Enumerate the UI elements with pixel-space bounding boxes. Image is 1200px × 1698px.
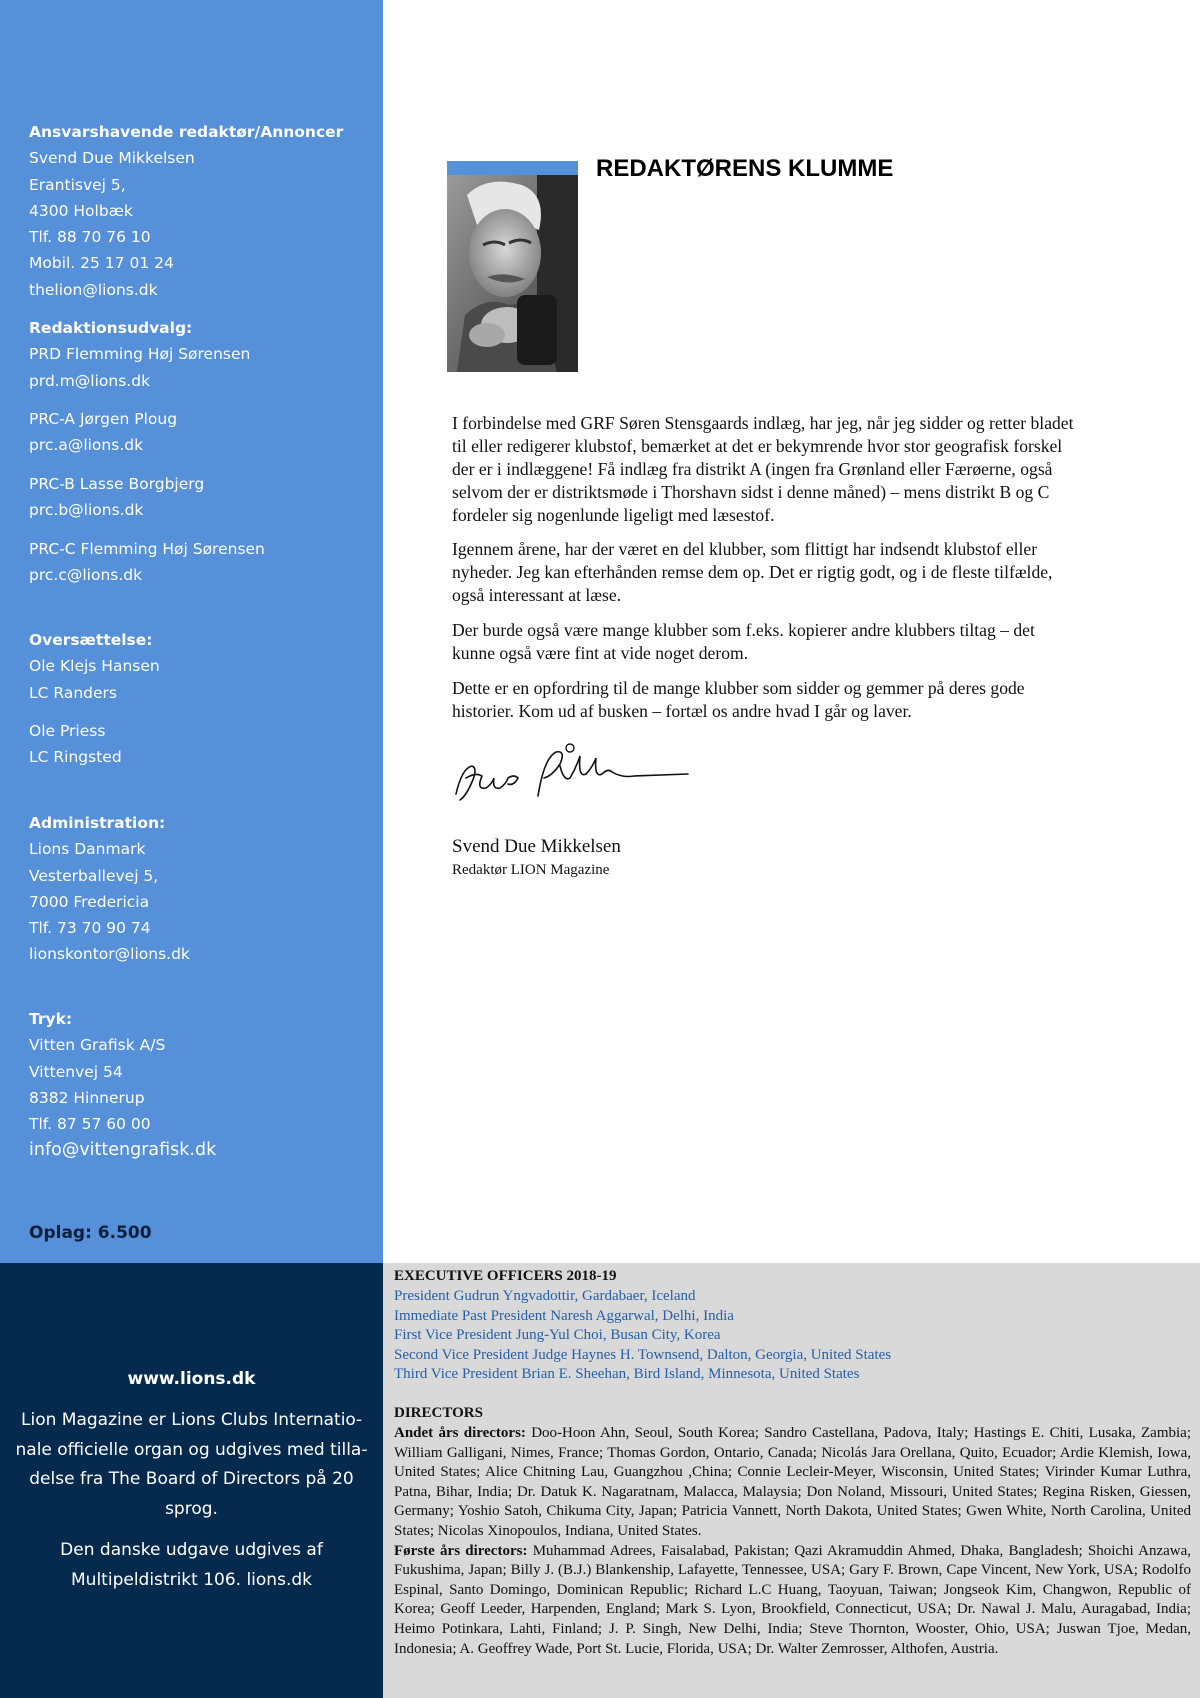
officer-line: Immediate Past President Naresh Aggarwal, Delhi, India [394,1307,734,1324]
administration-heading: Administration: [29,814,166,832]
printer-name: Vitten Grafisk A/S [29,1036,166,1055]
column-paragraph: I forbindelse med GRF Søren Stensgaards indlæg, har jeg, når jeg sidder og retter bladet til eller redigerer klubstof, bemærket at det er bekymrende hvor stor geografisk forskel der er i indlæggene! Få indlæg fra distrikt A (ingen fra Grønland eller Færøerne, også selvom der er distriktsmøde i Thorshavn sidst i denne måned) – mens distrikt B og C fordeler sig nogenlunde ligeligt med læsestof. [452,413,1074,525]
officer-line: Third Vice President Brian E. Sheehan, Bird Island, Minnesota, United States [394,1366,860,1383]
signature-name: Svend Due Mikkelsen [452,836,621,857]
translator-club: LC Ringsted [29,748,122,767]
administration-phone: Tlf. 73 70 90 74 [29,919,151,938]
translator-name: Ole Priess [29,722,106,740]
committee-member-email-link[interactable]: prc.c@lions.dk [29,566,143,585]
danish-edition-statement: Den danske udgave udgives af Multipeldistrikt 106. lions.dk [60,1540,323,1590]
translation-heading: Oversættelse: [29,631,153,649]
editor-email-link[interactable]: thelion@lions.dk [29,280,158,299]
executive-officers-list [394,1287,891,1385]
committee-block [29,315,250,394]
editor-street: Erantisvej 5, [29,175,126,194]
printer-street: Vittenvej 54 [29,1062,123,1081]
editor-contact [29,119,343,303]
committee-block [29,406,177,459]
second-year-directors [394,1424,1191,1542]
column-paragraph: Der burde også være mange klubber som f.eks. kopierer andre klubbers tiltag – det kunne også være fint at vide noget derom. [452,620,1035,663]
officers-panel [383,1263,1200,1698]
first-year-directors [394,1542,1191,1660]
directors-heading: DIRECTORS [394,1405,483,1421]
publication-info-panel [0,1263,383,1698]
editor-portrait [447,175,578,372]
committee-member-name: PRD Flemming Høj Sørensen [29,345,251,364]
committee-member-email-link[interactable]: prc.a@lions.dk [29,436,144,455]
circulation-label: Oplag: 6.500 [29,1223,152,1243]
website-link[interactable]: www.lions.dk [127,1369,256,1389]
executive-officers-heading: EXECUTIVE OFFICERS 2018-19 [394,1268,617,1284]
editor-mobile: Mobil. 25 17 01 24 [29,254,174,273]
administration-block [29,810,190,968]
officer-line: President Gudrun Yngvadottir, Gardabaer, Iceland [394,1288,696,1304]
committee-member-email-link[interactable]: prd.m@lions.dk [29,371,151,390]
printer-phone: Tlf. 87 57 60 00 [29,1115,151,1134]
signature-role: Redaktør LION Magazine [452,862,610,878]
editor-name: Svend Due Mikkelsen [29,149,195,168]
committee-member-email-link[interactable]: prc.b@lions.dk [29,501,144,520]
translator-club: LC Randers [29,683,117,702]
masthead-sidebar [0,0,383,1263]
second-year-names: Doo-Hoon Ahn, Seoul, South Korea; Sandro Castellana, Padova, Italy; Hastings E. Chiti, Lusaka, Zambia; William Galligani, Nimes, France; Thomas Gordon, Ontario, Canada; Nicolás Jara Orellana, Quito, Ecuador; Ardie Klemish, Iowa, United States; Alice Chitning Lau, Guangzhou ,China; Connie Lecleir-Meyer, Wisconsin, United States; Virinder Kumar Luthra, Patna, Bihar, India; Dr. Datuk K. Nagaratnam, Malacca, Malaysia; Don Noland, Missouri, United States; Regina Risken, Giessen, Germany; Yoshio Satoh, Chikuma City, Japan; Patricia Vannett, North Dakota, United States; Gwen White, North Carolina, United States; Nicolas Xinopoulos, Indiana, United States. [394,1425,1191,1539]
administration-street: Vesterballevej 5, [29,866,159,885]
publication-statement: Lion Magazine er Lions Clubs Internationale officielle organ og udgives med tilladelse fra The Board of Directors på 20 sprog. [15,1410,368,1519]
officer-line: First Vice President Jung-Yul Choi, Busan City, Korea [394,1327,721,1344]
administration-city: 7000 Fredericia [29,892,150,911]
administration-email-link[interactable]: lionskontor@lions.dk [29,945,190,964]
print-heading: Tryk: [29,1010,73,1028]
editor-heading: Ansvarshavende redaktør/Annoncer [29,123,344,141]
photo-accent-bar [447,161,578,175]
administration-org: Lions Danmark [29,840,146,859]
column-paragraph: Dette er en opfordring til de mange klubber som sidder og gemmer på deres gode historier. Kom ud af busken – fortæl os andre hvad I går og laver. [452,678,1025,721]
editor-phone: Tlf. 88 70 76 10 [29,228,151,247]
committee-member-name: PRC-C Flemming Høj Sørensen [29,540,265,558]
print-block [29,1006,216,1164]
translation-block [29,627,160,706]
first-year-label: Første års directors: [394,1542,528,1559]
committee-block [29,536,265,589]
officer-line: Second Vice President Judge Haynes H. Townsend, Dalton, Georgia, United States [394,1346,892,1363]
committee-block [29,471,204,524]
first-year-names: Muhammad Adrees, Faisalabad, Pakistan; Qazi Akramuddin Ahmed, Dhaka, Bangladesh; Shoichi Anzawa, Fukushima, Japan; Billy J. (B.J.) Blankenship, Lafayette, Tennessee, USA; Gary F. Brown, Cape Vincent, New York, USA; Rodolfo Espinal, Santo Domingo, Dominican Republic; Richard L.C Huang, Taoyuan, Taiwan; Jongseok Kim, Changwon, Republic of Korea; Geoff Leeder, Harpenden, England; Mark S. Lyon, Brookfield, Connecticut, USA; Dr. Nawal J. Malu, Auragabad, India; Heimo Potinkara, Lahti, Finland; J. P. Singh, New Delhi, India; Steve Thornton, Wooster, Ohio, USA; Juswan Tjoe, Medan, Indonesia; A. Geoffrey Wade, Port St. Lucie, Florida, USA; Dr. Walter Zemrosser, Althofen, Austria. [394,1542,1192,1657]
printer-city: 8382 Hinnerup [29,1088,145,1107]
directors-list [394,1424,1191,1659]
column-paragraph: Igennem årene, har der været en del klubber, som flittigt har indsendt klubstof eller nyheder. Jeg kan efterhånden remse dem op. Det er rigtig godt, og i de fleste tilfælde, også interessant at læse. [452,539,1053,605]
editor-city: 4300 Holbæk [29,201,133,220]
column-title: REDAKTØRENS KLUMME [596,155,894,182]
editor-portrait-image [447,175,578,372]
printer-email-link[interactable]: info@vittengrafisk.dk [29,1140,217,1161]
committee-member-name: PRC-A Jørgen Ploug [29,410,178,428]
committee-member-name: PRC-B Lasse Borgbjerg [29,475,205,493]
translator-name: Ole Klejs Hansen [29,657,160,676]
committee-heading: Redaktionsudvalg: [29,319,193,337]
translation-block [29,718,122,771]
second-year-label: Andet års directors: [394,1425,526,1441]
handwritten-signature [452,738,702,810]
